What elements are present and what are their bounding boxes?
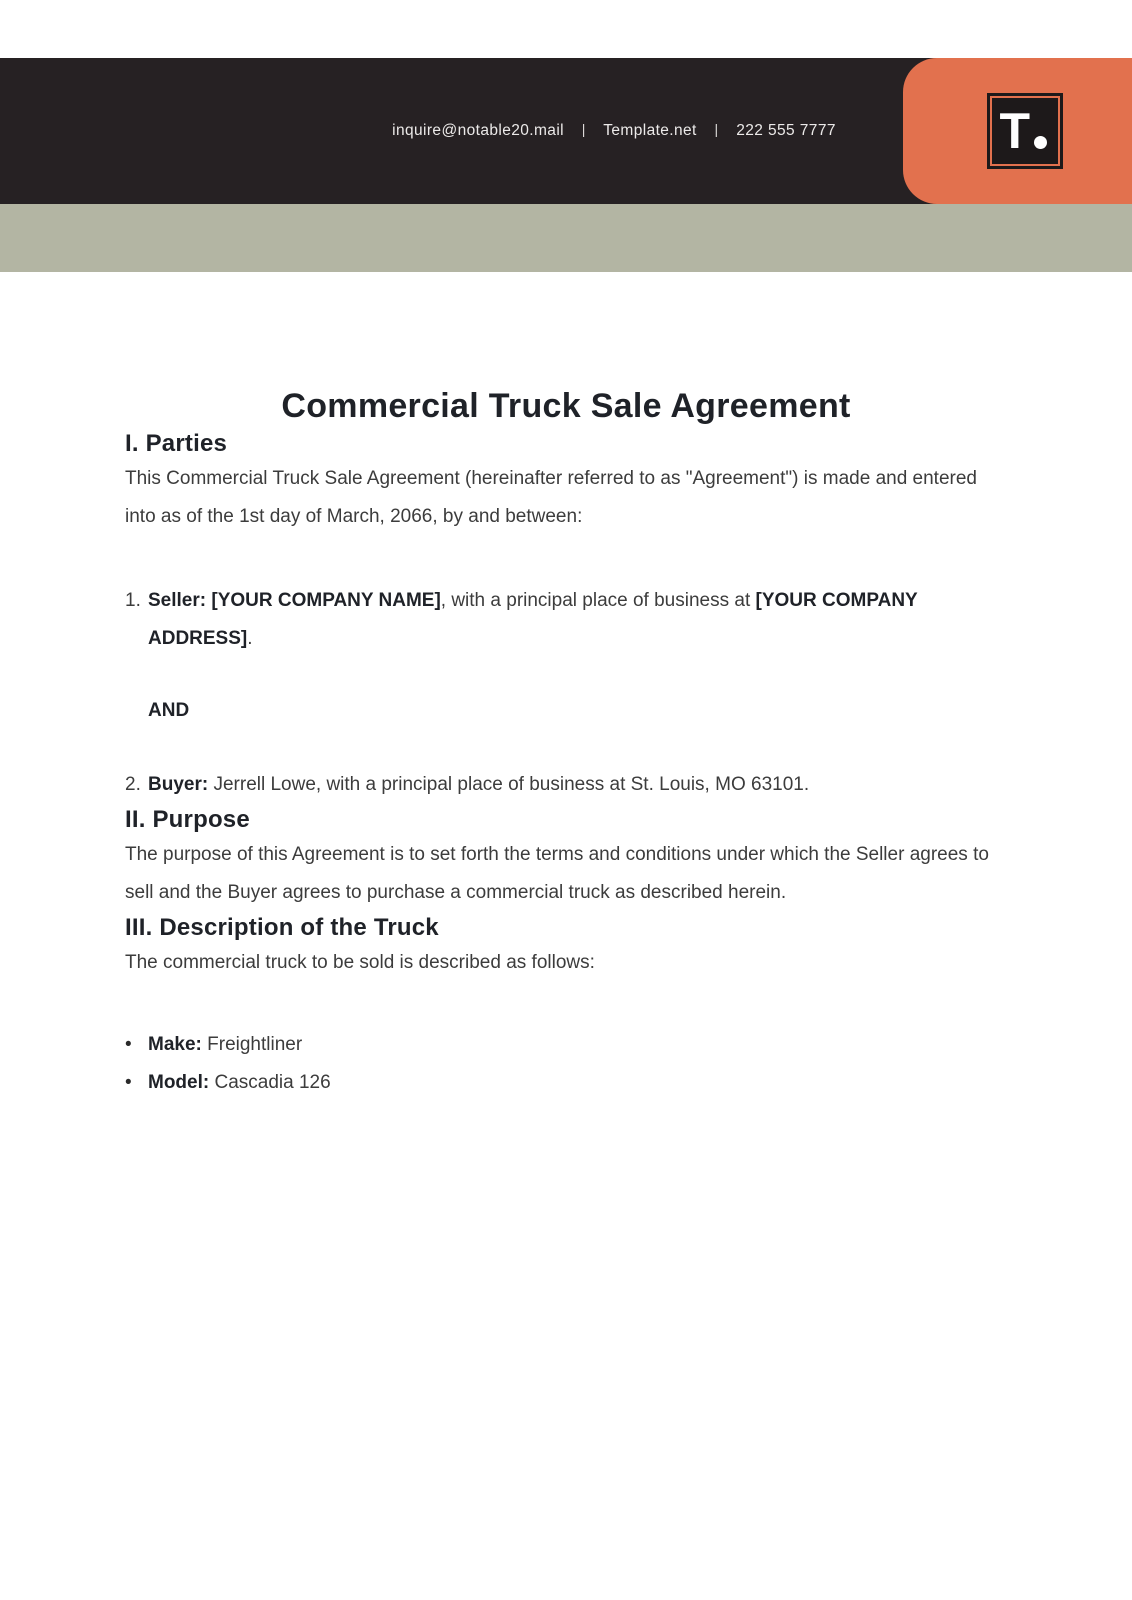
make-label: Make: — [148, 1034, 202, 1055]
truck-bullet-list — [125, 1026, 1007, 1102]
contact-separator: | — [581, 121, 586, 137]
section-truck-description — [125, 912, 1007, 1102]
header-bar — [0, 58, 1132, 204]
bullet-marker: • — [125, 1072, 132, 1093]
purpose-body: The purpose of this Agreement is to set forth the terms and conditions under which the Seller agrees to sell and the Buyer agrees to purchase a commercial truck as described herein. — [125, 844, 989, 903]
document-body — [0, 272, 1132, 1102]
parties-intro: This Commercial Truck Sale Agreement (hereinafter referred to as "Agreement") is made and entered into as of the 1st day of March, 2066, by and between: — [125, 468, 977, 527]
make-text — [148, 1026, 302, 1064]
brand-logo — [987, 93, 1063, 169]
seller-text-middle: , with a principal place of business at — [440, 590, 756, 611]
parties-heading: I. Parties — [125, 430, 228, 457]
truck-heading: III. Description of the Truck — [125, 914, 439, 941]
list-item-number: 2. — [125, 774, 141, 795]
truck-intro: The commercial truck to be sold is described as follows: — [125, 952, 595, 973]
model-text — [148, 1064, 331, 1102]
list-item-seller — [125, 582, 1007, 658]
list-item-number: 1. — [125, 590, 141, 611]
accent-band — [0, 204, 1132, 272]
make-value: Freightliner — [201, 1034, 303, 1055]
seller-text-end: . — [247, 628, 253, 649]
document-title: Commercial Truck Sale Agreement — [281, 387, 851, 425]
buyer-text — [148, 766, 1007, 804]
section-purpose — [125, 804, 1007, 912]
contact-email: inquire@notable20.mail — [392, 122, 565, 139]
model-value: Cascadia 126 — [209, 1072, 331, 1093]
logo-dot-icon — [1034, 136, 1047, 149]
bullet-marker: • — [125, 1034, 132, 1055]
buyer-label: Buyer: — [148, 774, 209, 795]
bullet-item-model — [125, 1064, 1007, 1102]
seller-text — [148, 582, 1007, 658]
parties-list — [125, 582, 1007, 804]
seller-label: Seller: [YOUR COMPANY NAME] — [148, 590, 441, 611]
contact-separator: | — [714, 121, 719, 137]
purpose-heading: II. Purpose — [125, 806, 250, 833]
contact-website: Template.net — [603, 122, 697, 139]
list-item-buyer — [125, 766, 1007, 804]
and-connector: AND — [148, 700, 190, 721]
bullet-item-make — [125, 1026, 1007, 1064]
contact-phone: 222 555 7777 — [736, 122, 836, 139]
seller-address-placeholder: [YOUR COMPANY ADDRESS] — [148, 590, 918, 649]
logo-panel — [903, 58, 1132, 204]
logo-letter: T — [999, 103, 1031, 159]
model-label: Model: — [148, 1072, 210, 1093]
section-parties — [125, 428, 1007, 804]
buyer-text-end: Jerrell Lowe, with a principal place of business at St. Louis, MO 63101. — [208, 774, 810, 795]
